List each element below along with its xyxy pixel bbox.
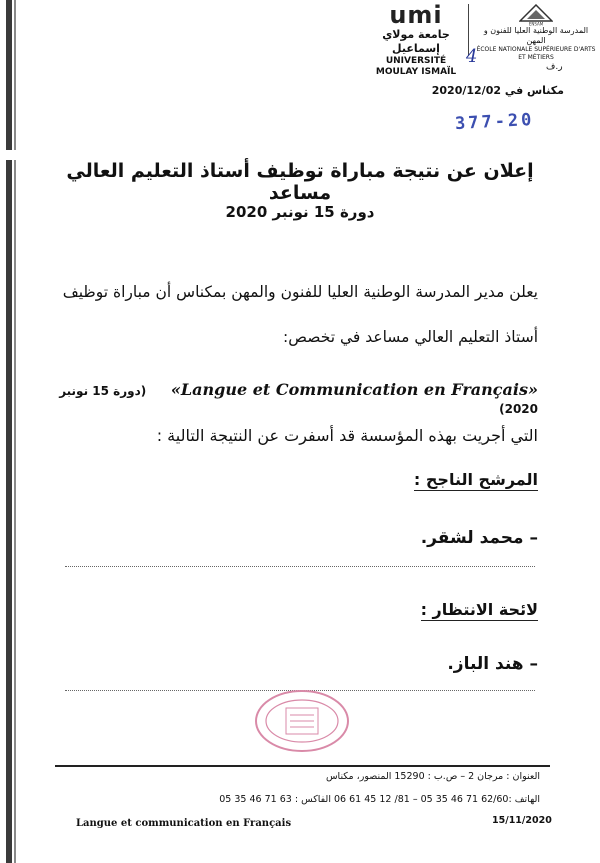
university-block [370, 2, 462, 78]
specialty-session: (دورة 15 نونبر 2020) [59, 384, 538, 416]
footer-specialty: Langue et communication en Français [76, 818, 292, 829]
date-line: مكناس في 2020/12/02 [431, 84, 564, 97]
school-block [476, 4, 596, 62]
school-name-ar: المدرسة الوطنية العليا للفنون و المهن [483, 26, 589, 45]
page-title: إعلان عن نتيجة مباراة توظيف أستاذ التعليم العالي مساعد [66, 160, 534, 204]
university-logo: umi [389, 1, 443, 29]
waitlist-heading: لائحة الانتظار : [420, 600, 538, 619]
body-paragraph-4: التي أجريت بهذه المؤسسة قد أسفرت عن النتيجة التالية : [156, 426, 538, 445]
specialty-name: «Langue et Communication en Français» [170, 380, 538, 399]
footer-address: العنوان : مرجان 2 – ص.ب : 15290 المنصور، مكناس [325, 771, 540, 782]
body-paragraph-2: أستاذ التعليم العالي مساعد في تخصص: [283, 328, 538, 346]
session-subtitle: دورة 15 نونبر 2020 [225, 203, 375, 221]
handwritten-mark: 4 [466, 46, 478, 67]
footer-date: 15/11/2020 [492, 815, 552, 826]
registration-stamp-number: 377-20 [454, 109, 535, 135]
successful-heading: المرشح الناجح : [413, 470, 538, 489]
left-binding-bar [6, 0, 12, 863]
letterhead [0, 0, 600, 95]
footer-phones: الهاتف :62/60 71 46 35 05 – 81/ 12 45 61 06 الفاكس : 63 71 46 35 05 [219, 794, 540, 805]
successful-candidate: – محمد لشقر. [420, 528, 538, 548]
university-name-fr: UNIVERSITÉ MOULAY ISMAÏL [375, 56, 457, 77]
school-name-fr: ÉCOLE NATIONALE SUPÉRIEURE D'ARTS ET MÉTIERS [476, 46, 596, 61]
university-name-ar: جامعة مولاي إسماعيل [382, 28, 450, 55]
official-seal-icon [252, 688, 352, 754]
ensam-logo-icon [519, 4, 553, 26]
left-binding-line [14, 0, 16, 863]
footer-rule [55, 765, 550, 767]
reference-label: ر.ف [546, 62, 563, 72]
dotted-divider [65, 566, 535, 567]
body-paragraph-1: يعلن مدير المدرسة الوطنية العليا للفنون والمهن بمكناس أن مباراة توظيف [62, 283, 538, 301]
specialty-line [58, 380, 538, 417]
ensam-logo-text: ENSAM [528, 21, 544, 26]
binding-notch [4, 150, 16, 160]
waitlist-candidate: – هند الباز. [447, 654, 538, 674]
